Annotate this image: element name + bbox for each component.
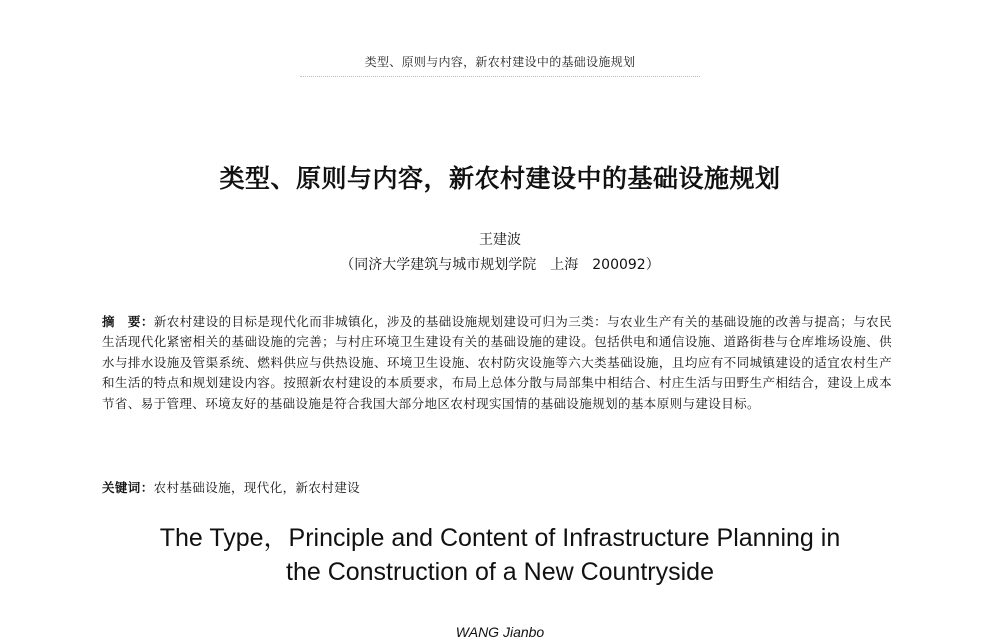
chinese-affiliation: （同济大学建筑与城市规划学院 上海 200092） xyxy=(340,257,660,273)
keywords-line xyxy=(102,478,892,498)
chinese-author: 王建波 xyxy=(479,232,521,248)
header-divider xyxy=(300,76,700,77)
abstract-paragraph xyxy=(102,312,892,414)
chinese-title: 类型、原则与内容，新农村建设中的基础设施规划 xyxy=(219,164,781,193)
abstract-text: 新农村建设的目标是现代化而非城镇化，涉及的基础设施规划建设可归为三类：与农业生产有关的基础设施的改善与提高；与农民生活现代化紧密相关的基础设施的完善；与村庄环境卫生建设有关的基础设施的建设。包括供电和通信设施、道路街巷与仓库堆场设施、供水与排水设施及管渠系统、燃料供应与供热设施、环境卫生设施、农村防灾设施等六大类基础设施，且均应有不同城镇建设的适宜农村生产和生活的特点和规划建设内容。按照新农村建设的本质要求，布局上总体分散与局部集中相结合、村庄生活与田野生产相结合，建设上成本节省、易于管理、环境友好的基础设施是符合我国大部分地区农村现实国情的基础设施规划的基本原则与建设目标。 xyxy=(102,314,892,411)
english-author: WANG Jianbo xyxy=(455,624,545,640)
keywords-label: 关键词： xyxy=(102,480,154,495)
english-title-line-2: the Construction of a New Countryside xyxy=(286,558,714,586)
english-title-line-1: The Type，Principle and Content of Infrastructure Planning in xyxy=(159,524,841,552)
keywords-text: 农村基础设施，现代化，新农村建设 xyxy=(153,480,361,495)
english-title xyxy=(0,521,1000,589)
running-header: 类型、原则与内容，新农村建设中的基础设施规划 xyxy=(364,55,636,69)
abstract-label: 摘 要： xyxy=(102,314,154,329)
